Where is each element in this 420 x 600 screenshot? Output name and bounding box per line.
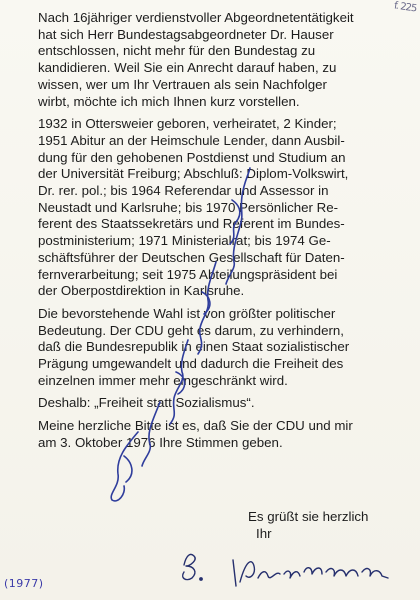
- text-line: Deshalb: „Freiheit statt Sozialismus“.: [38, 395, 255, 411]
- text-line: Dr. rer. pol.; bis 1964 Referendar und Assessor in: [38, 183, 329, 199]
- pencil-note-top: f. 225: [393, 0, 417, 15]
- text-line: einzelnen immer mehr eingeschränkt wird.: [38, 372, 288, 388]
- text-line: dung für den gehobenen Postdienst und Studium an: [38, 149, 346, 165]
- text-line: Bedeutung. Der CDU geht es darum, zu verhindern,: [38, 322, 344, 338]
- text-line: Neustadt und Karlsruhe; bis 1970 Persönlicher Re-: [38, 199, 339, 215]
- text-line: hat sich Herr Bundestagsabgeordneter Dr. Hauser: [38, 26, 334, 42]
- text-line: Prägung umgewandelt und dadurch die Freiheit des: [38, 356, 344, 372]
- text-line: 1951 Abitur an der Heimschule Lender, dann Ausbil-: [38, 132, 345, 148]
- text-line: der Oberpostdirektion in Karlsruhe.: [38, 283, 245, 299]
- text-line: wirbt, möchte ich mich Ihnen kurz vorstellen.: [38, 93, 300, 109]
- letter-body: [38, 10, 410, 458]
- text-line: schäftsführer der Deutschen Gesellschaft für Daten-: [38, 249, 345, 265]
- paragraph-election: [38, 306, 410, 390]
- text-line: ferent des Staatssekretärs und Referent im Bundes-: [38, 216, 345, 232]
- paragraph-intro: [38, 10, 410, 110]
- text-line: Meine herzliche Bitte ist es, daß Sie der CDU und mir: [38, 418, 353, 434]
- paragraph-request: [38, 418, 410, 451]
- text-line: postministerium; 1971 Ministerialrat; bis 1974 Ge-: [38, 233, 331, 249]
- text-line: 1932 in Ottersweier geboren, verheiratet, 2 Kinder;: [38, 116, 337, 132]
- text-line: Nach 16jähriger verdienstvoller Abgeordnetentätigkeit: [38, 10, 354, 25]
- text-line: wissen, wer um Ihr Vertrauen als sein Nachfolger: [38, 76, 327, 92]
- closing-ihr: Ihr: [256, 526, 272, 541]
- paragraph-slogan: [38, 395, 410, 412]
- text-line: der Universität Freiburg; Abschluß: Diplom-Volkswirt,: [38, 166, 349, 182]
- closing-greeting: Es grüßt sie herzlich: [248, 509, 369, 524]
- text-line: Die bevorstehende Wahl ist von größter politischer: [38, 305, 336, 321]
- text-line: daß die Bundesrepublik in einen Staat sozialistischer: [38, 339, 350, 355]
- pencil-note-year: (1977): [4, 577, 44, 590]
- text-line: fernverarbeitung; seit 1975 Abteilungspräsident bei: [38, 266, 338, 282]
- text-line: kandidieren. Weil Sie ein Anrecht darauf haben, zu: [38, 60, 337, 76]
- text-line: entschlossen, nicht mehr für den Bundestag zu: [38, 43, 316, 59]
- closing-block: [248, 508, 368, 542]
- text-line: am 3. Oktober 1976 Ihre Stimmen geben.: [38, 434, 283, 450]
- paragraph-biography: [38, 116, 410, 300]
